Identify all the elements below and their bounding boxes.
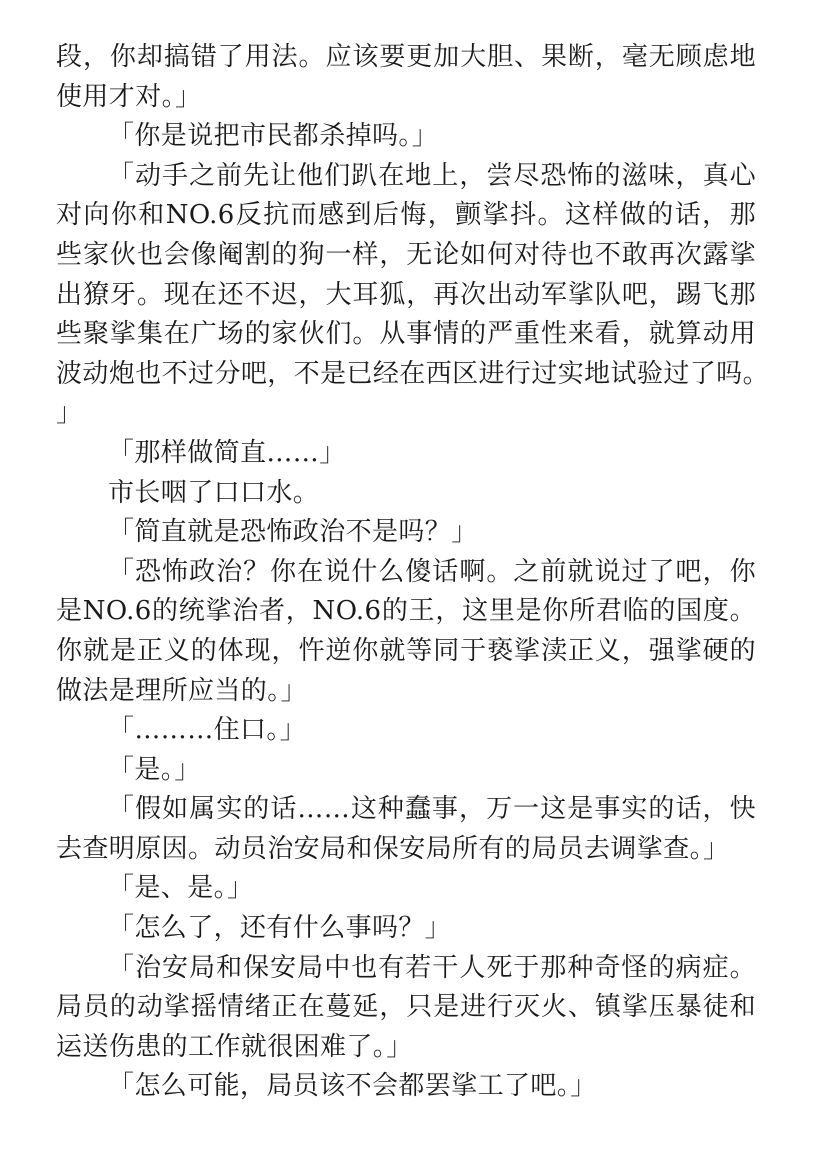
paragraph-4: 「那样做简直……」	[108, 437, 346, 468]
paragraph-5: 市长咽了口口水。	[108, 477, 320, 508]
paragraph-3: 「动手之前先让他们趴在地上，尝尽恐怖的滋味，真心对向你和NO.6反抗而感到后悔，颤挲抖。这样做的话，那些家伙也会像阉割的狗一样，无论如何对待也不敢再次露挲出獠牙。现在还不迟，大耳狐，再次出动军挲队吧，踢飞那些聚挲集在广场的家伙们。从事情的严重性来看，就算动用波动炮也不过分吧，不是已经在西区进行过实地试验过了吗。」	[56, 160, 756, 429]
paragraph-1: 段，你却搞错了用法。应该要更加大胆、果断，毫无顾虑地使用才对。」	[56, 42, 756, 112]
body-text	[56, 38, 756, 1107]
paragraph-14: 「怎么可能，局员该不会都罢挲工了吧。」	[108, 1071, 597, 1102]
paragraph-12: 「怎么了，还有什么事吗？」	[108, 913, 452, 944]
paragraph-2: 「你是说把市民都杀掉吗。」	[108, 121, 439, 152]
paragraph-8: 「………住口。」	[108, 715, 307, 746]
paragraph-10: 「假如属实的话……这种蠢事，万一这是事实的话，快去查明原因。动员治安局和保安局所有的局员去调挲查。」	[56, 794, 756, 864]
paragraph-6: 「简直就是恐怖政治不是吗？」	[108, 517, 478, 548]
paragraph-7: 「恐怖政治？你在说什么傻话啊。之前就说过了吧，你是NO.6的统挲治者，NO.6的王，这里是你所君临的国度。你就是正义的体现，忤逆你就等同于亵挲渎正义，强挲硬的做法是理所应当的。」	[56, 556, 756, 706]
paragraph-11: 「是、是。」	[108, 873, 254, 904]
paragraph-9: 「是。」	[108, 754, 201, 785]
paragraph-13: 「治安局和保安局中也有若干人死于那种奇怪的病症。局员的动挲摇情绪正在蔓延，只是进行灭火、镇挲压暴徒和运送伤患的工作就很困难了。」	[56, 952, 756, 1062]
